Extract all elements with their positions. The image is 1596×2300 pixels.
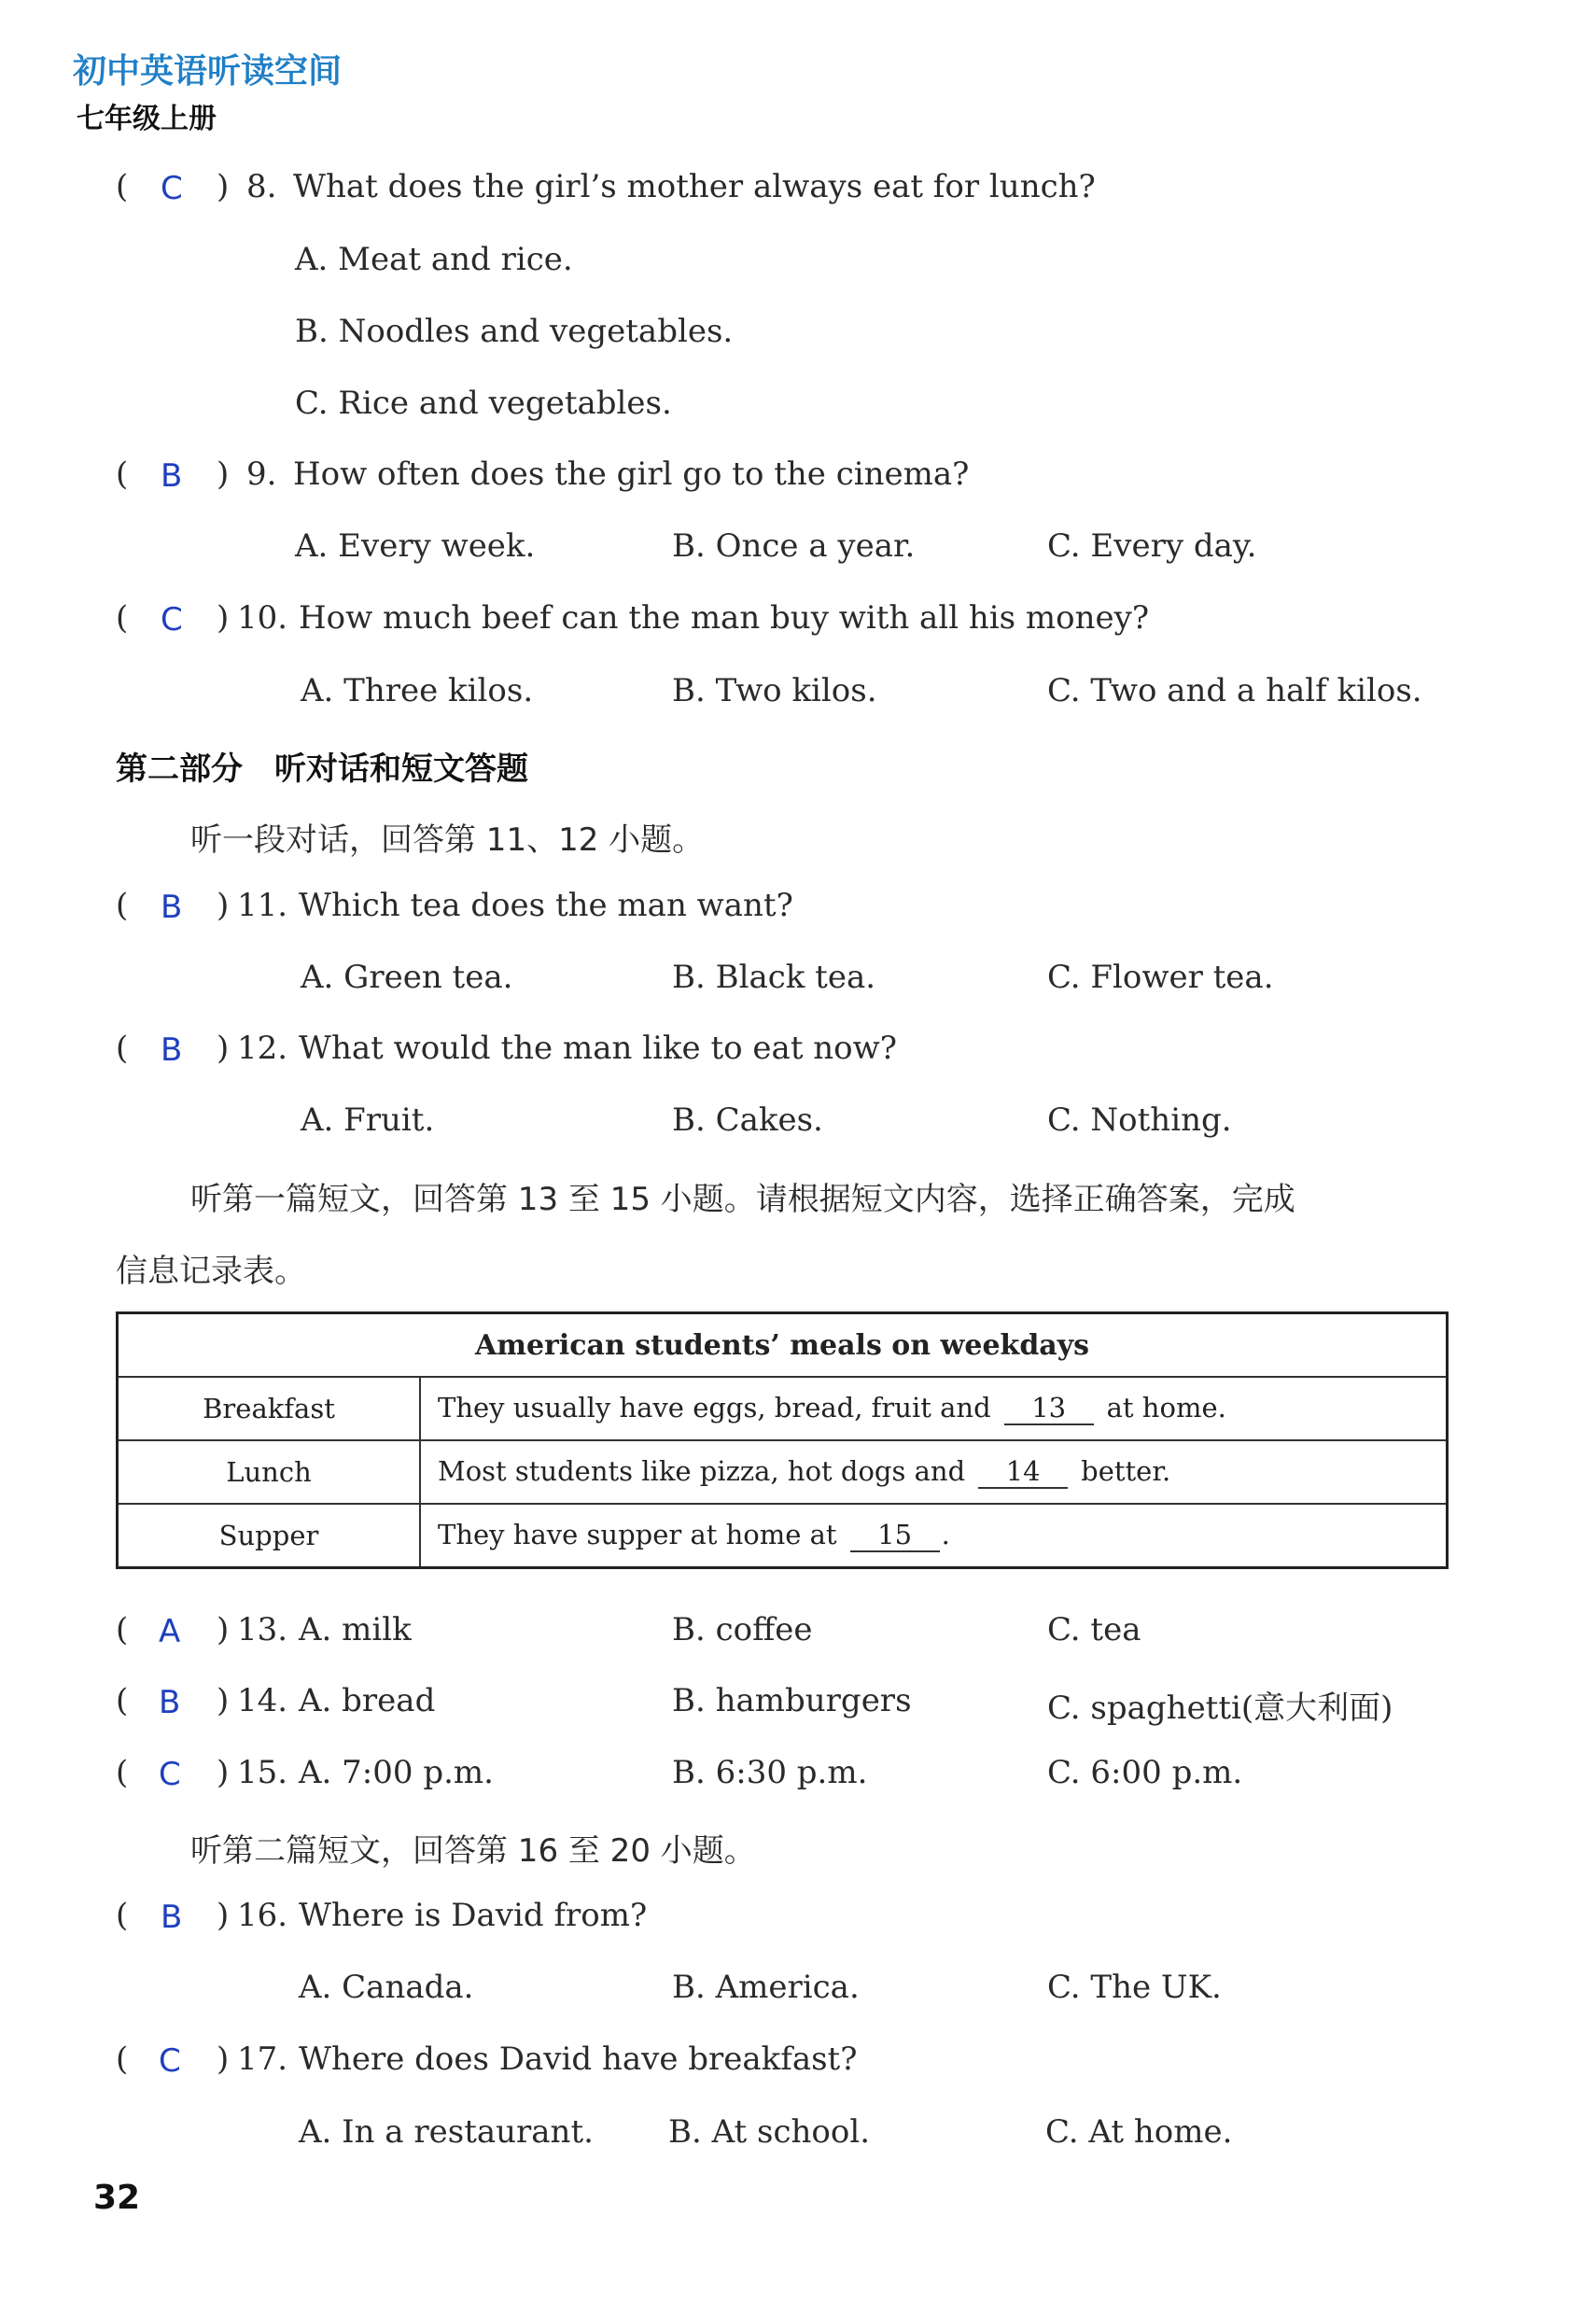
question-number: 10. [237,599,288,637]
option-c: C. The UK. [1047,1969,1222,2006]
meal-description [420,1440,1448,1504]
question-number: 14. [237,1682,288,1719]
passage2-instruction: 听第二篇短文，回答第 16 至 20 小题。 [190,1832,756,1870]
option-a: A. 7:00 p.m. [299,1754,494,1791]
answer-paren-close: ) [217,2041,230,2078]
answer-paren-close: ) [217,1897,230,1934]
option-c: C. spaghetti(意大利面) [1047,1690,1393,1727]
question-text: What would the man like to eat now? [299,1030,897,1067]
answer-paren-close: ) [217,887,230,924]
series-title: 初中英语听读空间 [73,52,343,91]
answer-paren-close: ) [217,1754,230,1791]
answer-16: B [161,1899,183,1936]
table-row [118,1440,1448,1504]
option-b: B. America. [672,1969,860,2006]
option-a: A. Fruit. [301,1101,435,1139]
question-text: Where does David have breakfast? [299,2041,858,2078]
question-text: What does the girl’s mother always eat for lunch? [293,168,1096,205]
answer-10: C [161,601,183,638]
answer-paren-open: ( [116,2041,129,2078]
option-c: C. Nothing. [1047,1101,1232,1139]
grade-label: 七年级上册 [77,103,217,135]
desc-after: at home. [1106,1392,1226,1423]
passage1-instruction-cont: 信息记录表。 [116,1253,306,1290]
question-text: Which tea does the man want? [299,887,793,924]
answer-paren-open: ( [116,887,129,924]
question-text: How much beef can the man buy with all his money? [299,599,1150,637]
dialogue-instruction: 听一段对话，回答第 11、12 小题。 [190,821,705,859]
question-number: 12. [237,1030,288,1067]
answer-paren-open: ( [116,1611,129,1648]
page-number: 32 [93,2179,141,2217]
desc-before: They have supper at home at [438,1519,837,1550]
answer-9: B [161,457,183,495]
answer-paren-open: ( [116,1030,129,1067]
option-b: B. Once a year. [672,527,916,565]
option-c: C. Two and a half kilos. [1047,672,1422,709]
answer-15: C [159,1756,181,1793]
answer-13: A [159,1613,181,1650]
answer-17: C [159,2042,181,2080]
passage1-instruction: 听第一篇短文，回答第 13 至 15 小题。请根据短文内容，选择正确答案，完成 [190,1181,1295,1218]
option-b: B. coffee [672,1611,813,1648]
meal-name: Breakfast [118,1377,421,1440]
answer-paren-close: ) [217,1030,230,1067]
answer-8: C [161,170,183,207]
blank-13: 13 [1004,1392,1094,1425]
answer-11: B [161,889,183,926]
section-heading: 第二部分 听对话和短文答题 [116,750,528,788]
answer-14: B [159,1684,181,1721]
option-a: A. milk [299,1611,412,1648]
option-c: C. 6:00 p.m. [1047,1754,1243,1791]
option-b: B. Cakes. [672,1101,823,1139]
answer-paren-close: ) [217,599,230,637]
answer-paren-open: ( [116,1897,129,1934]
answer-paren-close: ) [217,456,230,493]
meal-description [420,1377,1448,1440]
blank-14: 14 [978,1455,1068,1489]
meal-description [420,1504,1448,1568]
desc-before: Most students like pizza, hot dogs and [438,1455,966,1487]
option-c: C. At home. [1045,2113,1233,2151]
blank-15: 15 [850,1519,940,1552]
option-a: A. Meat and rice. [295,241,573,278]
table-row [118,1377,1448,1440]
question-number: 15. [237,1754,288,1791]
answer-paren-open: ( [116,168,129,205]
meal-name: Lunch [118,1440,421,1504]
question-number: 17. [237,2041,288,2078]
answer-paren-open: ( [116,599,129,637]
answer-paren-close: ) [217,1682,230,1719]
option-c: C. Flower tea. [1047,959,1274,996]
question-number: 11. [237,887,288,924]
question-number: 16. [237,1897,288,1934]
option-a: A. bread [299,1682,436,1719]
desc-after: . [941,1519,950,1550]
option-b: B. hamburgers [672,1682,912,1719]
answer-paren-open: ( [116,456,129,493]
question-text: How often does the girl go to the cinema? [293,456,970,493]
option-a: A. Canada. [299,1969,474,2006]
option-a: A. Every week. [295,527,536,565]
option-b: B. Black tea. [672,959,876,996]
table-title: American students’ meals on weekdays [118,1313,1448,1378]
desc-before: They usually have eggs, bread, fruit and [438,1392,991,1423]
answer-12: B [161,1031,183,1069]
option-b: B. 6:30 p.m. [672,1754,868,1791]
question-text: Where is David from? [299,1897,648,1934]
option-c: C. Every day. [1047,527,1257,565]
option-b: B. At school. [668,2113,871,2151]
meal-name: Supper [118,1504,421,1568]
option-b: B. Two kilos. [672,672,877,709]
answer-paren-close: ) [217,168,230,205]
table-header-row [118,1313,1448,1378]
question-number: 13. [237,1611,288,1648]
answer-paren-open: ( [116,1682,129,1719]
option-c: C. Rice and vegetables. [295,385,672,422]
meals-table [116,1311,1449,1569]
desc-after: better. [1081,1455,1171,1487]
table-row [118,1504,1448,1568]
question-number: 8. [246,168,277,205]
option-a: A. Green tea. [301,959,513,996]
option-b: B. Noodles and vegetables. [295,313,734,350]
answer-paren-open: ( [116,1754,129,1791]
option-c: C. tea [1047,1611,1141,1648]
option-a: A. Three kilos. [301,672,534,709]
answer-paren-close: ) [217,1611,230,1648]
option-a: A. In a restaurant. [299,2113,594,2151]
question-number: 9. [246,456,277,493]
